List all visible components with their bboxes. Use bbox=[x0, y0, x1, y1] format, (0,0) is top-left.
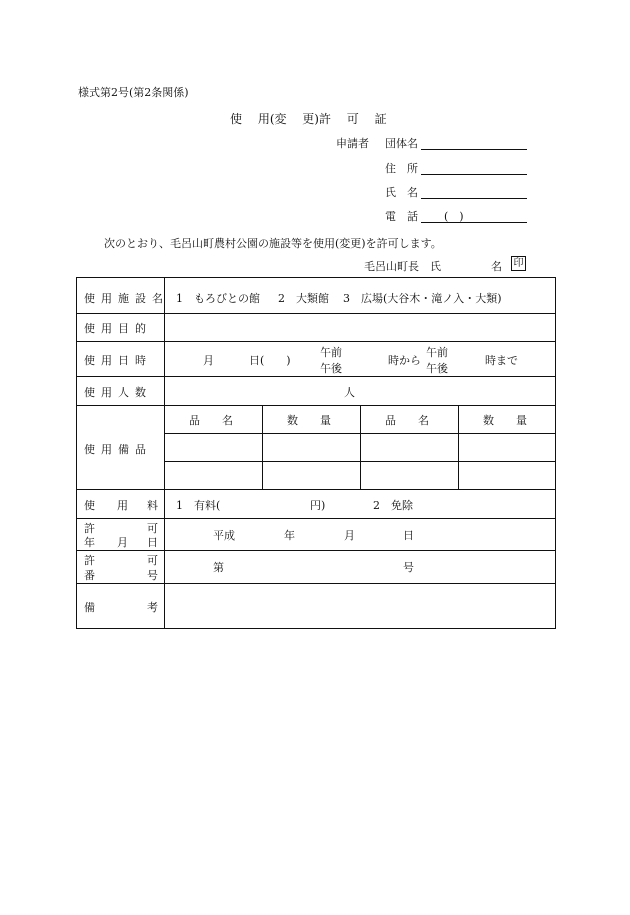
fee-label-char-2: 用 bbox=[117, 499, 128, 512]
equipment-header-qty-1: 数 量 bbox=[287, 414, 331, 427]
group-name-field[interactable] bbox=[421, 149, 527, 150]
fee-label-char-1: 使 bbox=[84, 499, 95, 512]
permit-no-label-2: 可 bbox=[147, 554, 158, 567]
datetime-am-1: 午前 bbox=[320, 346, 342, 359]
datetime-day: 日( ) bbox=[249, 354, 291, 367]
facility-option-1[interactable]: 1 もろびとの館 bbox=[176, 292, 260, 305]
permit-date-label-2: 可 bbox=[147, 522, 158, 535]
datetime-am-2: 午前 bbox=[426, 346, 448, 359]
remarks-label-1: 備 bbox=[84, 601, 95, 614]
remarks-label-2: 考 bbox=[147, 601, 158, 614]
permit-no-prefix: 第 bbox=[213, 561, 224, 574]
applicant-label: 申請者 bbox=[336, 137, 369, 150]
datetime-from: 時から bbox=[388, 354, 421, 367]
seal-box: 印 bbox=[511, 256, 526, 271]
permit-date-era: 平成 bbox=[213, 529, 235, 542]
datetime-label: 使用日時 bbox=[84, 354, 152, 367]
people-unit: 人 bbox=[344, 386, 355, 399]
fee-option-exempt[interactable]: 2 免除 bbox=[373, 499, 413, 512]
intro-text: 次のとおり、毛呂山町農村公園の施設等を使用(変更)を許可します。 bbox=[104, 237, 442, 250]
permit-date-label-1: 許 bbox=[84, 522, 95, 535]
datetime-pm-2: 午後 bbox=[426, 362, 448, 375]
equipment-header-qty-2: 数 量 bbox=[483, 414, 527, 427]
permit-date-month: 月 bbox=[344, 529, 355, 542]
permit-date-year: 年 bbox=[284, 529, 295, 542]
facility-label: 使用施設名 bbox=[84, 292, 169, 305]
equipment-label: 使用備品 bbox=[84, 443, 152, 456]
equipment-header-item-1: 品 名 bbox=[189, 414, 233, 427]
issuer-name-label: 名 bbox=[491, 260, 502, 273]
fee-label-char-3: 料 bbox=[147, 499, 158, 512]
permit-date-label-3: 年 bbox=[84, 536, 95, 549]
datetime-until: 時まで bbox=[485, 354, 518, 367]
permit-no-label-4: 号 bbox=[147, 569, 158, 582]
document-title: 使 用(変 更)許 可 証 bbox=[230, 112, 387, 126]
phone-label: 電 話 bbox=[385, 210, 418, 223]
permit-no-label-1: 許 bbox=[84, 554, 95, 567]
permit-table bbox=[76, 277, 556, 629]
address-label: 住 所 bbox=[385, 162, 418, 175]
name-field[interactable] bbox=[421, 198, 527, 199]
facility-option-3[interactable]: 3 広場(大谷木・滝ノ入・大類) bbox=[343, 292, 502, 305]
people-label: 使用人数 bbox=[84, 386, 152, 399]
equipment-header-item-2: 品 名 bbox=[385, 414, 429, 427]
fee-yen: 円) bbox=[310, 499, 326, 512]
name-label: 氏 名 bbox=[385, 186, 418, 199]
permit-date-label-5: 日 bbox=[147, 536, 158, 549]
fee-option-paid[interactable]: 1 有料( bbox=[176, 499, 221, 512]
phone-field[interactable] bbox=[421, 222, 527, 223]
issuer-title: 毛呂山町長 氏 bbox=[364, 260, 441, 273]
group-name-label: 団体名 bbox=[385, 137, 418, 150]
purpose-label: 使用目的 bbox=[84, 322, 152, 335]
facility-option-2[interactable]: 2 大類館 bbox=[278, 292, 329, 305]
permit-no-suffix: 号 bbox=[403, 561, 414, 574]
datetime-pm-1: 午後 bbox=[320, 362, 342, 375]
permit-date-label-4: 月 bbox=[117, 536, 128, 549]
address-field[interactable] bbox=[421, 174, 527, 175]
permit-date-day: 日 bbox=[403, 529, 414, 542]
permit-no-label-3: 番 bbox=[84, 569, 95, 582]
form-number: 様式第2号(第2条関係) bbox=[78, 86, 189, 99]
datetime-month: 月 bbox=[203, 354, 214, 367]
phone-paren: ( ) bbox=[444, 210, 464, 223]
